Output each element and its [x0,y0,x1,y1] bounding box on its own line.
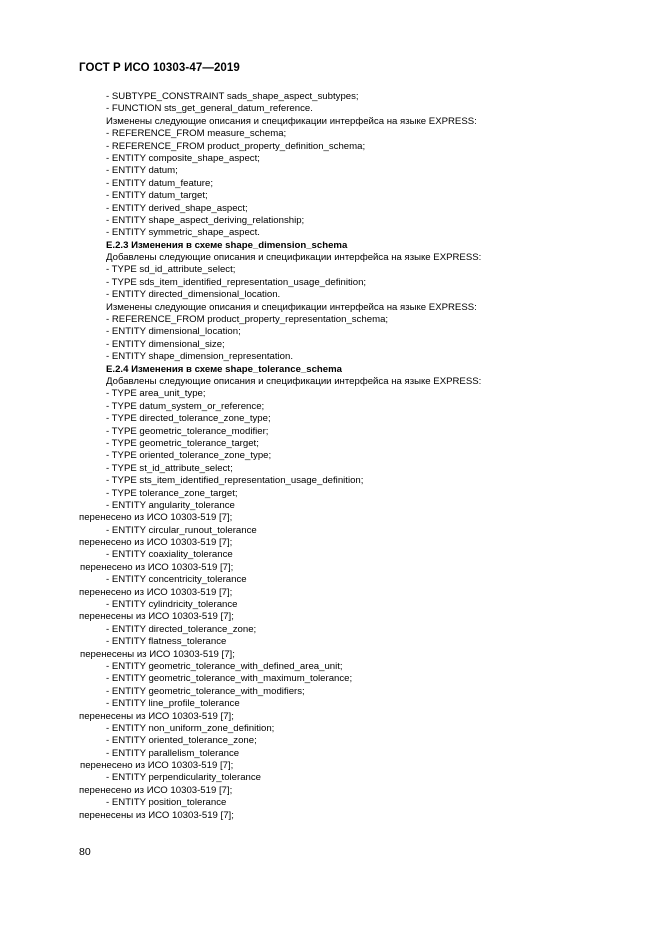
page-header-title: ГОСТ Р ИСО 10303-47—2019 [79,62,240,74]
text-line: - SUBTYPE_CONSTRAINT sads_shape_aspect_subtypes; [106,91,359,102]
text-line: - ENTITY shape_dimension_representation. [106,351,294,363]
text-line: - ENTITY coaxiality_tolerance [106,549,233,561]
text-line: - ENTITY datum_target; [106,190,208,202]
text-line: - ENTITY geometric_tolerance_with_modifiers; [106,685,305,697]
text-line: Изменены следующие описания и спецификации интерфейса на языке EXPRESS: [106,301,477,313]
text-line: Изменены следующие описания и спецификации интерфейса на языке EXPRESS: [106,115,477,127]
text-line: Добавлены следующие описания и спецификации интерфейса на языке EXPRESS: [106,375,482,387]
text-line: перенесено из ИСО 10303-519 [7]; [80,561,234,573]
text-line: - REFERENCE_FROM product_property_definition_schema; [106,140,366,152]
text-line: перенесено из ИСО 10303-519 [7]; [79,537,233,549]
text-line: - ENTITY perpendicularity_tolerance [106,772,261,784]
text-line: - TYPE st_id_attribute_select; [106,462,233,474]
text-line: Добавлены следующие описания и спецификации интерфейса на языке EXPRESS: [106,252,482,264]
document-body [0,91,661,822]
text-line: - TYPE datum_system_or_reference; [106,400,265,412]
text-line: - REFERENCE_FROM product_property_representation_schema; [106,314,389,326]
text-line: перенесены из ИСО 10303-519 [7]; [80,648,235,660]
text-line: - ENTITY geometric_tolerance_with_defined_area_unit; [106,660,343,672]
text-line: перенесено из ИСО 10303-519 [7]; [79,784,233,796]
text-line: перенесено из ИСО 10303-519 [7]; [79,586,233,598]
page-number: 80 [79,846,91,858]
text-line: - ENTITY composite_shape_aspect; [106,152,260,164]
text-line: - ENTITY directed_dimensional_location. [106,289,281,301]
text-line: - FUNCTION sts_get_general_datum_reference. [106,103,313,115]
text-line: - TYPE oriented_tolerance_zone_type; [106,450,272,462]
text-line: - ENTITY flatness_tolerance [106,636,227,648]
text-line: - ENTITY position_tolerance [106,797,227,809]
text-line: - ENTITY concentricity_tolerance [106,574,247,586]
text-line: - ENTITY dimensional_location; [106,326,241,338]
text-line: - TYPE geometric_tolerance_modifier; [106,425,269,437]
text-line: перенесено из ИСО 10303-519 [7]; [80,760,234,772]
text-line: - ENTITY circular_runout_tolerance [106,524,257,536]
text-line: - ENTITY angularity_tolerance [106,499,235,511]
text-line: - ENTITY dimensional_size; [106,338,225,350]
text-line: - ENTITY line_profile_tolerance [106,698,240,710]
text-line: - REFERENCE_FROM measure_schema; [106,128,287,140]
text-line: - ENTITY cylindricity_tolerance [106,599,238,611]
text-line: - TYPE sts_item_identified_representation_usage_definition; [106,475,364,487]
text-line: - ENTITY derived_shape_aspect; [106,202,248,214]
text-line: - ENTITY geometric_tolerance_with_maximum_tolerance; [106,673,353,685]
text-line: - ENTITY shape_aspect_deriving_relationship; [106,214,305,226]
section-heading: E.2.3 Изменения в схеме shape_dimension_schema [106,239,348,251]
text-line: - TYPE geometric_tolerance_target; [106,437,259,449]
text-line: - ENTITY symmetric_shape_aspect. [106,227,260,239]
text-line: - TYPE directed_tolerance_zone_type; [106,413,271,425]
text-line: перенесены из ИСО 10303-519 [7]; [79,611,234,623]
text-line: - ENTITY datum; [106,165,178,177]
text-line: перенесено из ИСО 10303-519 [7]; [79,512,233,524]
text-line: - ENTITY parallelism_tolerance [106,747,240,759]
text-line: перенесены из ИСО 10303-519 [7]; [79,710,234,722]
section-heading: E.2.4 Изменения в схеме shape_tolerance_schema [106,363,342,375]
text-line: - ENTITY oriented_tolerance_zone; [106,735,257,747]
text-line: - TYPE area_unit_type; [106,388,206,400]
text-line: - ENTITY non_uniform_zone_definition; [106,722,275,734]
text-line: - ENTITY directed_tolerance_zone; [106,623,257,635]
text-line: - TYPE sds_item_identified_representation_usage_definition; [106,276,367,288]
text-line: - TYPE tolerance_zone_target; [106,487,238,499]
text-line: - TYPE sd_id_attribute_select; [106,264,236,276]
text-line: перенесены из ИСО 10303-519 [7]; [79,809,234,821]
text-line: - ENTITY datum_feature; [106,177,213,189]
